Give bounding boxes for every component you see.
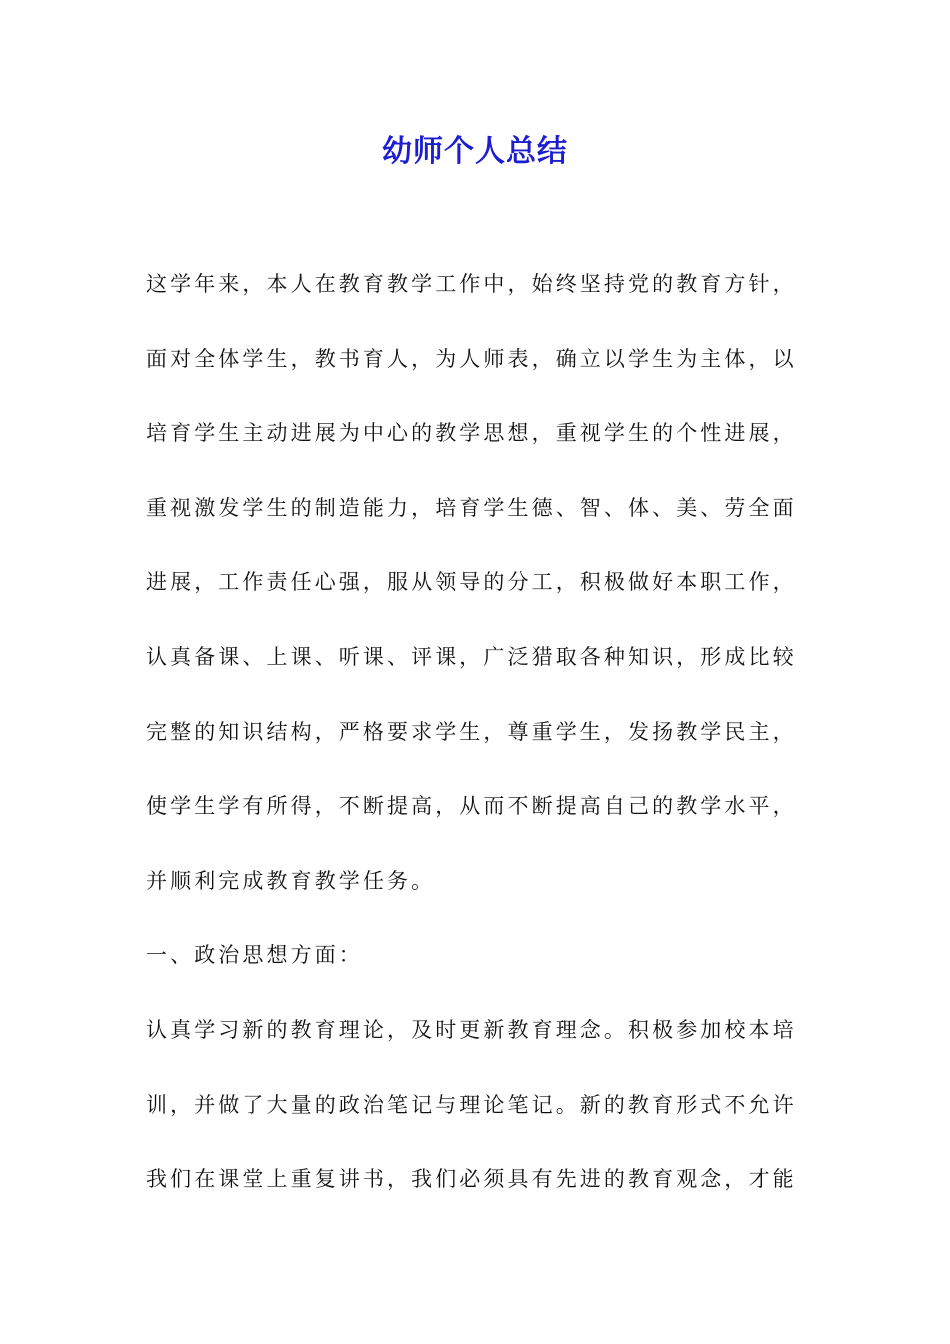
body-line: 完整的知识结构，严格要求学生，尊重学生，发扬教学民主， [146, 719, 797, 744]
body-line: 并顺利完成教育教学任务。 [146, 868, 436, 893]
body-line: 训，并做了大量的政治笔记与理论笔记。新的教育形式不允许 [146, 1092, 797, 1117]
body-line: 认真备课、上课、听课、评课，广泛猎取各种知识，形成比较 [146, 644, 797, 669]
body-line: 认真学习新的教育理论，及时更新教育理念。积极参加校本培 [146, 1017, 797, 1042]
body-line: 这学年来，本人在教育教学工作中，始终坚持党的教育方针， [146, 272, 797, 296]
document-title: 幼师个人总结 [382, 134, 568, 169]
body-line: 重视激发学生的制造能力，培育学生德、智、体、美、劳全面 [146, 495, 797, 520]
body-line: 我们在课堂上重复讲书，我们必须具有先进的教育观念，才能 [146, 1167, 797, 1192]
document-body [146, 262, 806, 1201]
body-line: 进展，工作责任心强，服从领导的分工，积极做好本职工作， [146, 570, 797, 595]
body-line: 使学生学有所得，不断提高，从而不断提高自己的教学水平， [146, 794, 797, 819]
section-heading: 一、政治思想方面： [146, 943, 363, 968]
body-line: 培育学生主动进展为中心的教学思想，重视学生的个性进展， [146, 421, 797, 446]
body-line: 面对全体学生，教书育人，为人师表，确立以学生为主体，以 [146, 346, 797, 371]
